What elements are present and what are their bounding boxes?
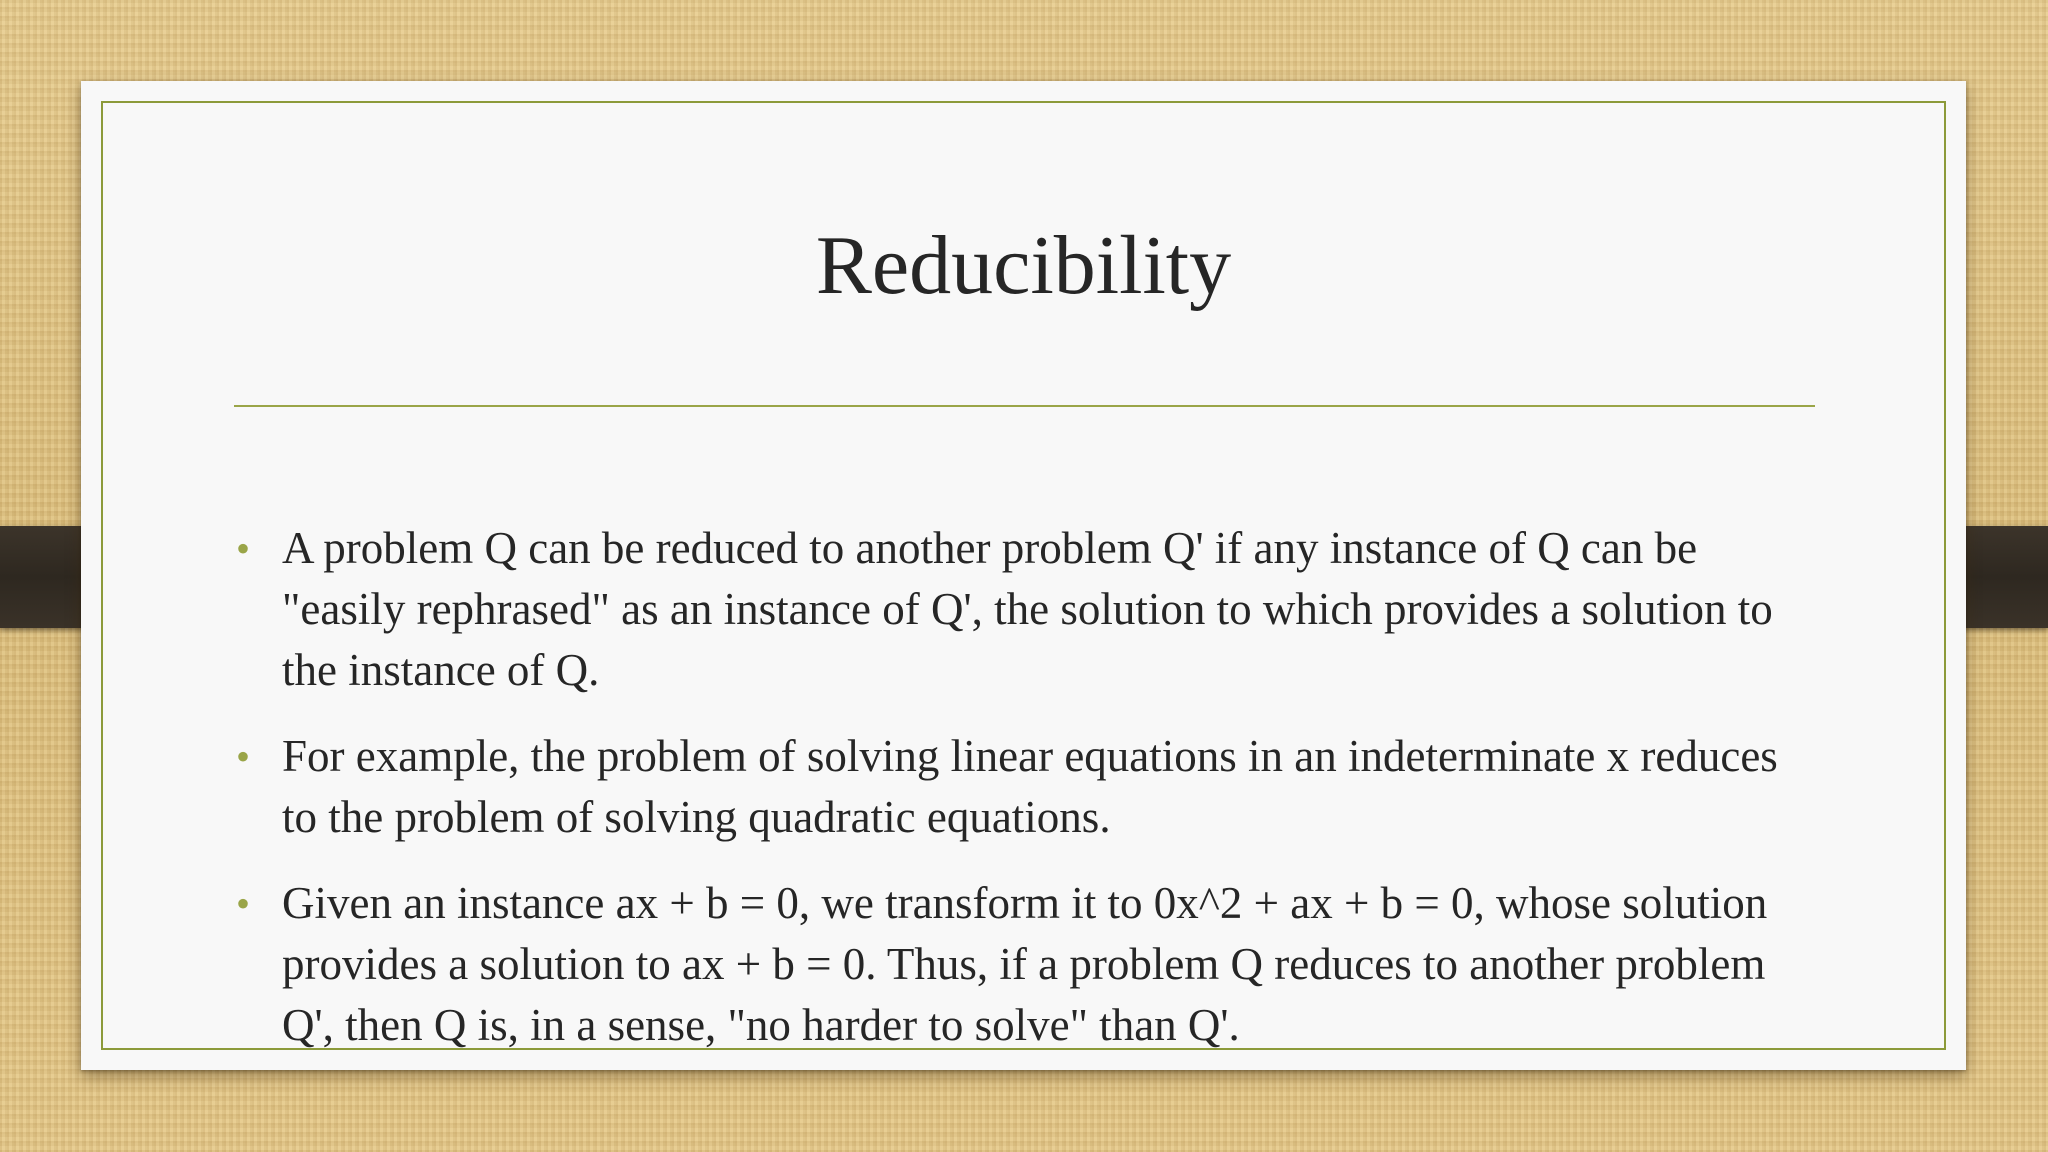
slide-title: Reducibility (815, 219, 1232, 312)
bullet-dot-icon: • (236, 526, 251, 571)
bullet-text: Given an instance ax + b = 0, we transform it to 0x^2 + ax + b = 0, whose solution provides a solution to ax + b = 0. Thus, if a problem Q reduces to another problem Q', then Q is, in a sense, "no harder to solve" than Q'. (282, 878, 1768, 1050)
bullet-list (234, 518, 1814, 1081)
bullet-item (234, 726, 1814, 848)
title-divider (234, 405, 1815, 407)
slide-card (81, 81, 1966, 1070)
bullet-item (234, 873, 1814, 1056)
bullet-dot-icon: • (236, 734, 251, 779)
bullet-text: A problem Q can be reduced to another problem Q' if any instance of Q can be "easily rephrased" as an instance of Q', the solution to which provides a solution to the instance of Q. (282, 523, 1773, 695)
bullet-text: For example, the problem of solving linear equations in an indeterminate x reduces to the problem of solving quadratic equations. (282, 731, 1778, 842)
bullet-dot-icon: • (236, 881, 251, 926)
bullet-item (234, 518, 1814, 701)
